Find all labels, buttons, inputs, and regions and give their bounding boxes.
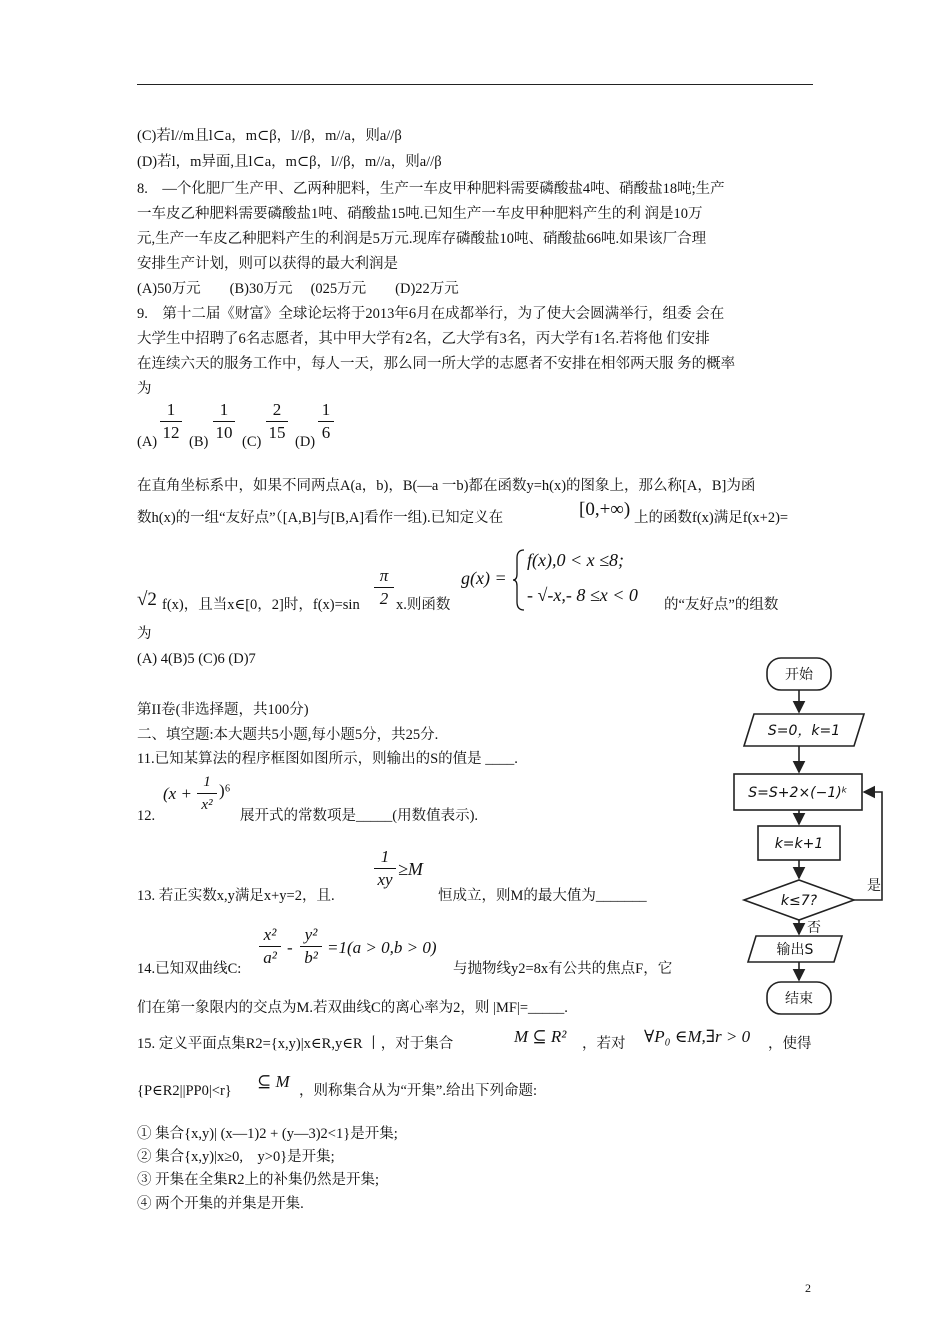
q8-line-1: 8. —个化肥厂生产甲、乙两种肥料，生产一车皮甲种肥料需要磷酸盐4吨、硝酸盐18吨;生产 (137, 181, 725, 197)
q15-subset: ⊆ M (257, 1072, 290, 1091)
section2-title: 二、填空题:本大题共5小题,每小题5分，共25分. (137, 727, 439, 743)
q13-text-a: 13. 若正实数x,y满足x+y=2，且. (137, 888, 335, 904)
q7-option-d: (D)若l，m异面,且l⊂a，m⊂β，l//β，m//a，则a//β (137, 154, 442, 170)
proposition-1: ① 集合{x,y)| (x—1)2 + (y—3)2<1}是开集; (137, 1126, 398, 1142)
q10-interval: [0,+∞) (579, 499, 631, 520)
g-lhs: g(x) = (461, 568, 507, 588)
q10-line-1: 在直角坐标系中，如果不同两点A(a，b)，B(—a 一b)都在函数y=h(x)的图象上，那么称[A，B]为函 (137, 478, 756, 494)
q11: 11.已知某算法的程序框图如图所示，则输出的S的值是 ____. (137, 751, 518, 767)
q9-option-b-fraction: 1 10 (213, 400, 235, 443)
q10-line-3b: x.则函数 (396, 597, 451, 613)
q9-option-a-fraction: 1 12 (160, 400, 182, 443)
q12-number: 12. (137, 808, 156, 824)
q9-line-2: 大学生中招聘了6名志愿者，其中甲大学有2名，乙大学有3名，丙大学有1名.若将他 们安排 (137, 331, 710, 347)
q13-relation: ≥M (398, 859, 423, 879)
flow-update-s-label: S=S+2×(−1)ᵏ (748, 785, 848, 801)
q9-option-d-label: (D) (295, 434, 316, 450)
q14-text-a: 14.已知双曲线C: (137, 961, 242, 977)
q9-line-4: 为 (137, 381, 152, 397)
q13-fraction: 1 xy (374, 847, 396, 890)
q12-exponent: )⁶ (219, 781, 231, 800)
q15-forall: ∀P₀ ∈M,∃r > 0 (644, 1027, 751, 1046)
part2-title: 第II卷(非选择题，共100分) (137, 702, 309, 718)
g-case-1: f(x),0 < x ≤8; (527, 550, 624, 570)
proposition-3: ③ 开集在全集R2上的补集仍然是开集; (137, 1172, 380, 1188)
q12-fraction: 1 x² (197, 772, 217, 815)
q15-text-c: ，使得 (768, 1036, 812, 1052)
q9-option-a-label: (A) (137, 434, 158, 450)
q14-minus: - (287, 938, 293, 957)
header-rule (137, 84, 813, 85)
q7-option-c: (C)若l//m且l⊂a，m⊂β，l//β，m//a，则a//β (137, 128, 402, 144)
q10-pi-over-2: π 2 (374, 566, 394, 609)
q8-line-3: 元,生产一车皮乙种肥料产生的利润是5万元.现库存磷酸盐10吨、硝酸盐66吨.如果该厂合理 (137, 231, 707, 247)
q10-line-4: 为 (137, 626, 152, 642)
q14-equation-rest: =1(a > 0,b > 0) (327, 938, 437, 957)
q13-text-b: 恒成立，则M的最大值为_______ (438, 888, 647, 904)
q14-text-b: 与抛物线y2=8x有公共的焦点F，它 (453, 961, 673, 977)
q12-text: 展开式的常数项是_____(用数值表示). (240, 808, 479, 824)
q8-line-2: 一车皮乙种肥料需要磷酸盐1吨、硝酸盐15吨.已知生产一车皮甲种肥料产生的利 润是10万 (137, 206, 703, 222)
page-number: 2 (805, 1281, 811, 1295)
q9-option-b-label: (B) (189, 434, 209, 450)
q8-line-4: 安排生产计划，则可以获得的最大利润是 (137, 256, 398, 272)
q8-options: (A)50万元 (B)30万元 (025万元 (D)22万元 (137, 281, 459, 297)
q10-line-3a: f(x)，且当x∈[0，2]时，f(x)=sin (162, 597, 360, 613)
q10-options: (A) 4(B)5 (C)6 (D)7 (137, 651, 256, 667)
proposition-2: ② 集合{x,y)|x≥0, y>0}是开集; (137, 1149, 335, 1165)
q15-text-e: ，则称集合从为“开集”.给出下列命题: (299, 1083, 538, 1099)
q10-line-2b: 上的函数f(x)满足f(x+2)= (634, 510, 789, 526)
flowchart (730, 652, 920, 1020)
q15-text-b: ，若对 (582, 1036, 626, 1052)
q9-line-1: 9. 第十二届《财富》全球论坛将于2013年6月在成都举行，为了使大会圆满举行，组委 会在 (137, 306, 725, 322)
g-case-2: - √-x,- 8 ≤x < 0 (527, 585, 638, 605)
q9-option-c-label: (C) (242, 434, 262, 450)
q9-option-c-fraction: 2 15 (266, 400, 288, 443)
q9-option-d-fraction: 1 6 (318, 400, 334, 443)
q10-line-3c: 的“友好点”的组数 (664, 597, 779, 613)
q15-set-def: {P∈R2||PP0|<r} (137, 1083, 232, 1099)
flow-yes-label: 是 (867, 878, 881, 894)
flow-no-label: 否 (807, 920, 821, 936)
q14-fraction-y: y² b² (300, 925, 322, 968)
flow-update-k-label: k=k+1 (774, 836, 824, 852)
q15-text-a: 15. 定义平面点集R2={x,y)|x∈R,y∈R 丨，对于集合 (137, 1036, 454, 1052)
flow-output-label: 输出S (776, 942, 814, 958)
q15-set-m: M ⊆ R² (514, 1027, 567, 1046)
q10-sqrt2: √2 (137, 589, 157, 610)
flow-condition-label: k≤7? (780, 893, 818, 909)
q14-text-c: 们在第一象限内的交点为M.若双曲线C的离心率为2，则 |MF|=_____. (137, 1000, 568, 1016)
flow-end-label: 结束 (785, 991, 813, 1007)
flow-init-label: S=0，k=1 (767, 723, 841, 739)
piecewise-brace (512, 548, 526, 612)
q14-fraction-x: x² a² (259, 925, 281, 968)
q9-line-3: 在连续六天的服务工作中，每人一天，那么同一所大学的志愿者不安排在相邻两天服 务的概率 (137, 356, 736, 372)
proposition-4: ④ 两个开集的并集是开集. (137, 1196, 304, 1212)
q10-line-2a: 数h(x)的一组“友好点”（[A,B]与[B,A]看作一组).已知定义在 (137, 510, 504, 526)
flow-start-label: 开始 (785, 667, 813, 683)
q12-expr-pre: (x + (163, 784, 192, 803)
